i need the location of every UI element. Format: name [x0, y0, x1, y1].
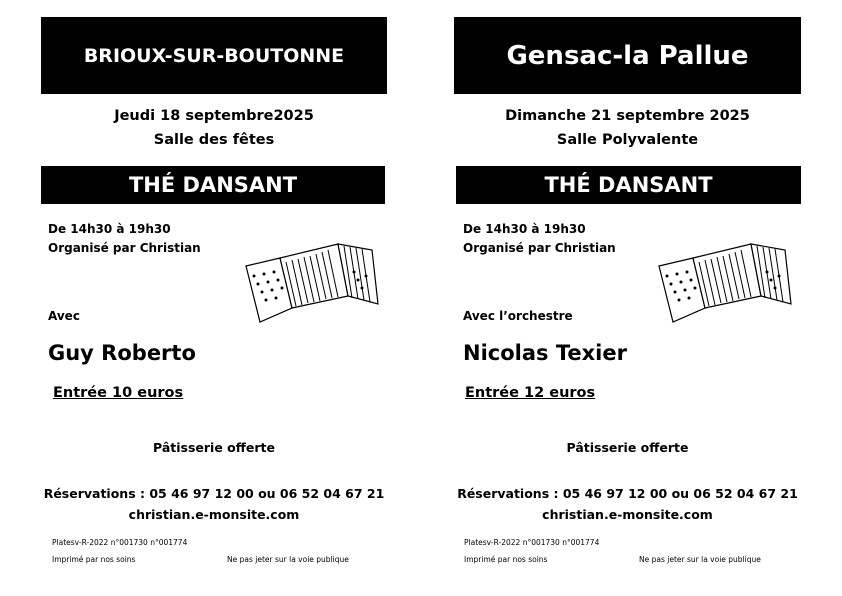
with-label: Avec [48, 309, 80, 323]
artist-name: Guy Roberto [48, 341, 196, 365]
accordion-icon [653, 236, 798, 334]
reservation-phones: Réservations : 05 46 97 12 00 ou 06 52 04 67 21 [457, 486, 798, 501]
printed-note: Imprimé par nos soins [464, 555, 548, 564]
pastry-offer: Pâtisserie offerte [153, 440, 275, 455]
website: christian.e-monsite.com [542, 507, 713, 522]
event-venue: Salle Polyvalente [556, 132, 699, 148]
city-title: BRIOUX-SUR-BOUTONNE [83, 44, 345, 67]
event-hours: De 14h30 à 19h30 [48, 222, 171, 236]
reservations [454, 483, 801, 525]
entry-price: Entrée 10 euros [53, 385, 184, 401]
event-hours: De 14h30 à 19h30 [463, 222, 586, 236]
event-banner [456, 166, 801, 204]
date-venue [454, 104, 801, 152]
pastry-offer: Pâtisserie offerte [566, 440, 689, 455]
litter-note: Ne pas jeter sur la voie publique [639, 555, 761, 564]
event-title: THÉ DANSANT [544, 173, 713, 197]
hours-organizer [463, 220, 616, 258]
printed-note: Imprimé par nos soins [52, 555, 136, 564]
with-label: Avec l’orchestre [463, 309, 573, 323]
reservation-phones: Réservations : 05 46 97 12 00 ou 06 52 04 67 21 [43, 486, 385, 501]
litter-note: Ne pas jeter sur la voie publique [227, 555, 349, 564]
event-venue: Salle des fêtes [153, 132, 275, 148]
entry-price: Entrée 12 euros [465, 385, 596, 401]
license-number: Platesv-R-2022 n°001730 n°001774 [464, 538, 600, 547]
license-number: Platesv-R-2022 n°001730 n°001774 [52, 538, 188, 547]
event-date: Dimanche 21 septembre 2025 [505, 108, 750, 124]
event-title: THÉ DANSANT [128, 173, 298, 197]
city-title: Gensac-la Pallue [506, 40, 749, 71]
event-date: Jeudi 18 septembre2025 [114, 108, 314, 124]
city-banner [454, 17, 801, 94]
event-organizer: Organisé par Christian [463, 241, 616, 255]
website: christian.e-monsite.com [128, 507, 300, 522]
event-organizer: Organisé par Christian [48, 241, 201, 255]
artist-name: Nicolas Texier [463, 341, 627, 365]
